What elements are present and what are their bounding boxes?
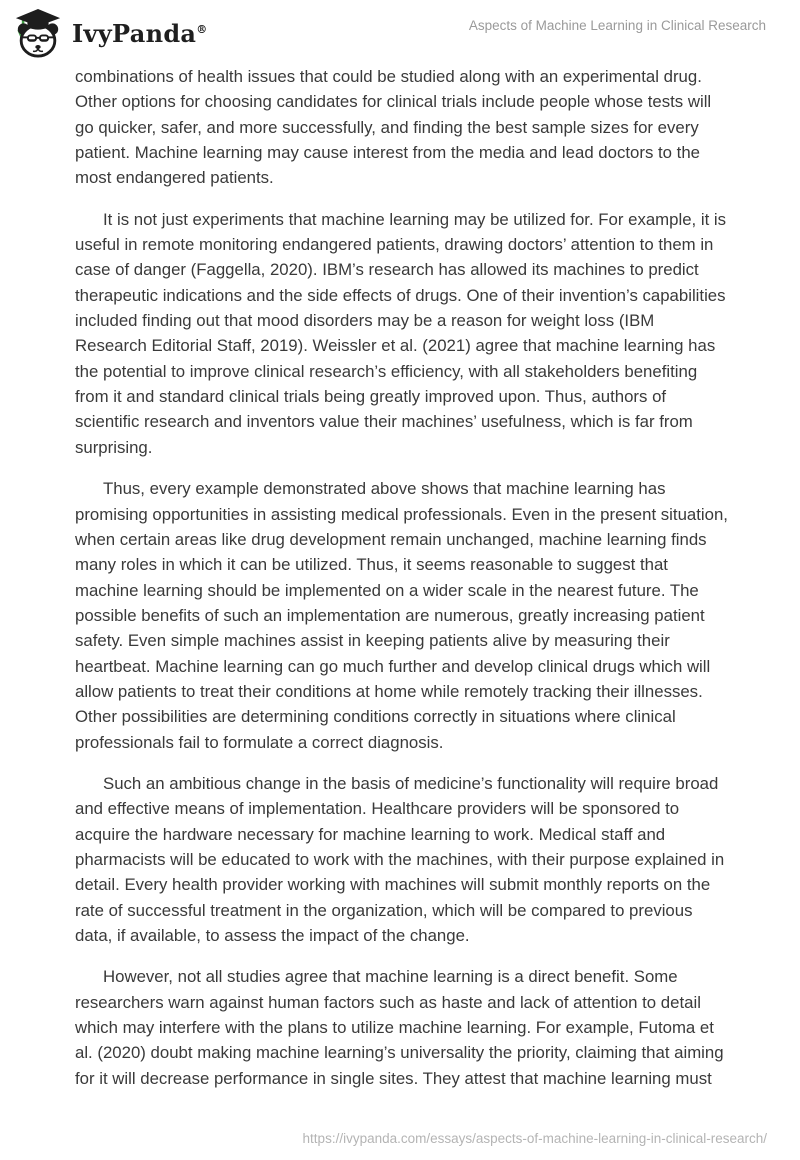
essay-paragraph: It is not just experiments that machine learning may be utilized for. For example, it is useful in remote monitoring endangered patients, drawing doctors’ attention to them in case of danger (Faggella, 2020). IBM’s research has allowed its machines to predict therapeutic indications and the side effects of drugs. One of their invention’s capabilities included finding out that mood disorders may be a reason for weight loss (IBM Research Editorial Staff, 2019). Weissler et al. (2021) agree that machine learning has the potential to improve clinical research’s efficiency, with all stakeholders benefiting from it and standard clinical trials being greatly improved upon. Thus, authors of scientific research and inventors value their machines’ usefulness, which is far from surprising. bbox=[75, 209, 727, 457]
document-title: Aspects of Machine Learning in Clinical Research bbox=[468, 18, 766, 33]
essay-paragraph: Thus, every example demonstrated above shows that machine learning has promising opportunities in assisting medical professionals. Even in the present situation, when certain areas like drug development remain unchanged, machine learning finds many roles in which it can be utilized. Thus, it seems reasonable to suggest that machine learning should be implemented on a wider scale in the nearest future. The possible benefits of such an implementation are numerous, greatly increasing patient safety. Even simple machines assist in keeping patients alive by measuring their heartbeat. Machine learning can go much further and develop clinical drugs which will allow patients to treat their conditions at home while remotely tracking their illnesses. Other possibilities are determining conditions correctly in situations where clinical professionals fail to formulate a correct diagnosis. bbox=[75, 479, 728, 752]
page-header bbox=[0, 0, 800, 58]
source-url[interactable]: https://ivypanda.com/essays/aspects-of-machine-learning-in-clinical-research/ bbox=[302, 1131, 767, 1146]
brand[interactable] bbox=[13, 9, 208, 59]
essay-paragraph: However, not all studies agree that machine learning is a direct benefit. Some researchers warn against human factors such as haste and lack of attention to detail which may interfere with the plans to utilize machine learning. For example, Futoma et al. (2020) doubt making machine learning’s universality the priority, claiming that aiming for it will decrease performance in single sites. They attest that machine learning must bbox=[75, 967, 724, 1088]
registered-mark: ® bbox=[196, 23, 208, 36]
essay-paragraph: Such an ambitious change in the basis of medicine’s functionality will require broad and effective means of implementation. Healthcare providers will be sponsored to acquire the hardware necessary for machine learning to work. Medical staff and pharmacists will be educated to work with the machines, with their purpose explained in detail. Every health provider working with machines will submit monthly reports on the rate of successful treatment in the organization, which will be compared to previous data, if available, to assess the impact of the change. bbox=[75, 773, 725, 945]
page-footer bbox=[303, 1131, 767, 1146]
essay-paragraph: combinations of health issues that could be studied along with an experimental drug. Other options for choosing candidates for clinical trials include people whose tests will go quicker, safer, and more successfully, and finding the best sample sizes for every patient. Machine learning may cause interest from the media and lead doctors to the most endangered patients. bbox=[75, 67, 712, 188]
brand-wordmark: IvyPanda® bbox=[72, 19, 208, 48]
essay-body bbox=[0, 58, 800, 1091]
ivypanda-logo-icon bbox=[13, 9, 63, 59]
